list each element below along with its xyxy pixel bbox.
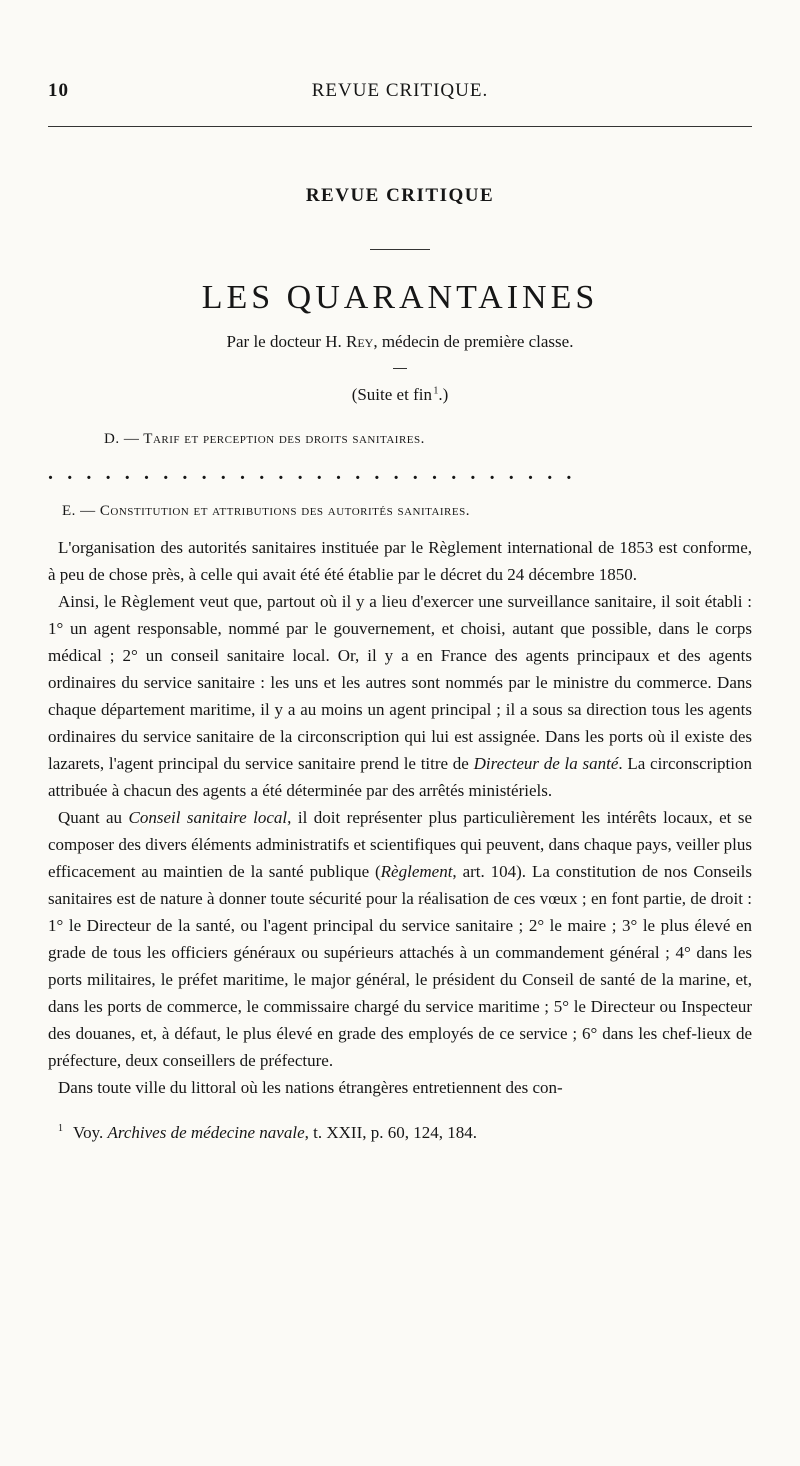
directeur-de-la-sante: Directeur de la santé (473, 754, 619, 773)
footnote-ref: 1 (433, 385, 439, 397)
paragraph-2-part-b: . La circonscription attribuée à chacun des agents a été déterminée par des arrêtés ministériels. (48, 754, 752, 800)
paragraph-3-part-b: , il doit représenter plus particulièrement les intérêts locaux, et se composer des divers éléments administratifs et scientifiques qui peuvent, dans chaque pays, veiller plus efficacement au maintien de la santé publique ( (48, 808, 752, 881)
paragraph-1: L'organisation des autorités sanitaires instituée par le Règlement international de 1853 est conforme, à peu de chose près, à celle qui avait été été établie par le décret du 24 décembre 1850. (48, 538, 752, 584)
continuation-note (48, 385, 752, 405)
paragraph-3 (48, 804, 752, 1074)
paragraph-2-part-a: Ainsi, le Règlement veut que, partout où il y a lieu d'exercer une surveillance sanitaire, il soit établi : 1° un agent responsable, nommé par le gouvernement, et choisi, autant que possible, dans le corps médical ; 2° un conseil sanitaire local. Or, il y a en France des agents principaux et des agents ordinaires du service sanitaire : les uns et les autres sont nommés par le ministre du commerce. Dans chaque département maritime, il y a au moins un agent principal ; il a sous sa direction tous les agents ordinaires du service sanitaire de la circonscription qui lui est assignée. Dans les ports où il existe des lazarets, l'agent principal du service sanitaire prend le titre de (48, 592, 752, 773)
paragraph-4: Dans toute ville du littoral où les nations étrangères entretiennent des con- (58, 1078, 563, 1097)
conseil-sanitaire-local: Conseil sanitaire local (128, 808, 288, 827)
byline-rule (393, 368, 407, 369)
paragraph-3-part-c: , art. 104). La constitution de nos Conseils sanitaires est de nature à donner toute sécurité pour la réalisation de ces vœux ; en font partie, de droit : 1° le Directeur de la santé, ou l'agent principal du service sanitaire ; 2° le maire ; 3° le plus élevé en grade de tous les officiers généraux ou supérieurs attachés à un commandement général ; 4° dans les ports militaires, le préfet maritime, le major général, le président du Conseil de santé de la marine, et, dans les ports de commerce, le commissaire chargé du service maritime ; 5° le Directeur ou Inspecteur des douanes, et, à défaut, le plus élevé en grade des employés de ce service ; 6° dans les chef-lieux de préfecture, deux conseillers de préfecture. (48, 862, 752, 1070)
byline-suffix: , médecin de première classe. (373, 332, 574, 351)
footnote-text-b: , t. XXII, p. 60, 124, 184. (304, 1123, 477, 1142)
book-page (48, 80, 752, 1143)
footnote-text-a: Voy. (73, 1123, 108, 1142)
reglement-ref: Règlement (380, 862, 453, 881)
footnote (48, 1123, 752, 1143)
paragraph-3-part-a: Quant au (58, 808, 129, 827)
running-title: REVUE CRITIQUE. (311, 80, 489, 101)
continuation-text: (Suite et fin (351, 385, 432, 404)
page-number: 10 (48, 80, 69, 101)
paragraph-2 (48, 588, 752, 804)
continuation-end: .) (438, 385, 449, 404)
section-label: REVUE CRITIQUE (305, 185, 495, 206)
section-heading-d: D. — Tarif et perception des droits sanitaires. (104, 431, 425, 447)
author-name: Rey (345, 332, 374, 351)
footnote-mark: 1 (58, 1123, 63, 1135)
article-title: LES QUARANTAINES (201, 279, 599, 316)
title-rule (370, 249, 430, 250)
footnote-journal: Archives de médecine navale (107, 1123, 305, 1142)
section-heading-e: E. — Constitution et attributions des autorités sanitaires. (62, 503, 470, 519)
byline-prefix: Par le docteur H. (226, 332, 346, 351)
body-text (48, 534, 752, 1101)
byline (48, 332, 752, 352)
running-header (48, 80, 752, 108)
header-rule (48, 126, 752, 127)
omission-dots: ............................ (48, 462, 586, 484)
